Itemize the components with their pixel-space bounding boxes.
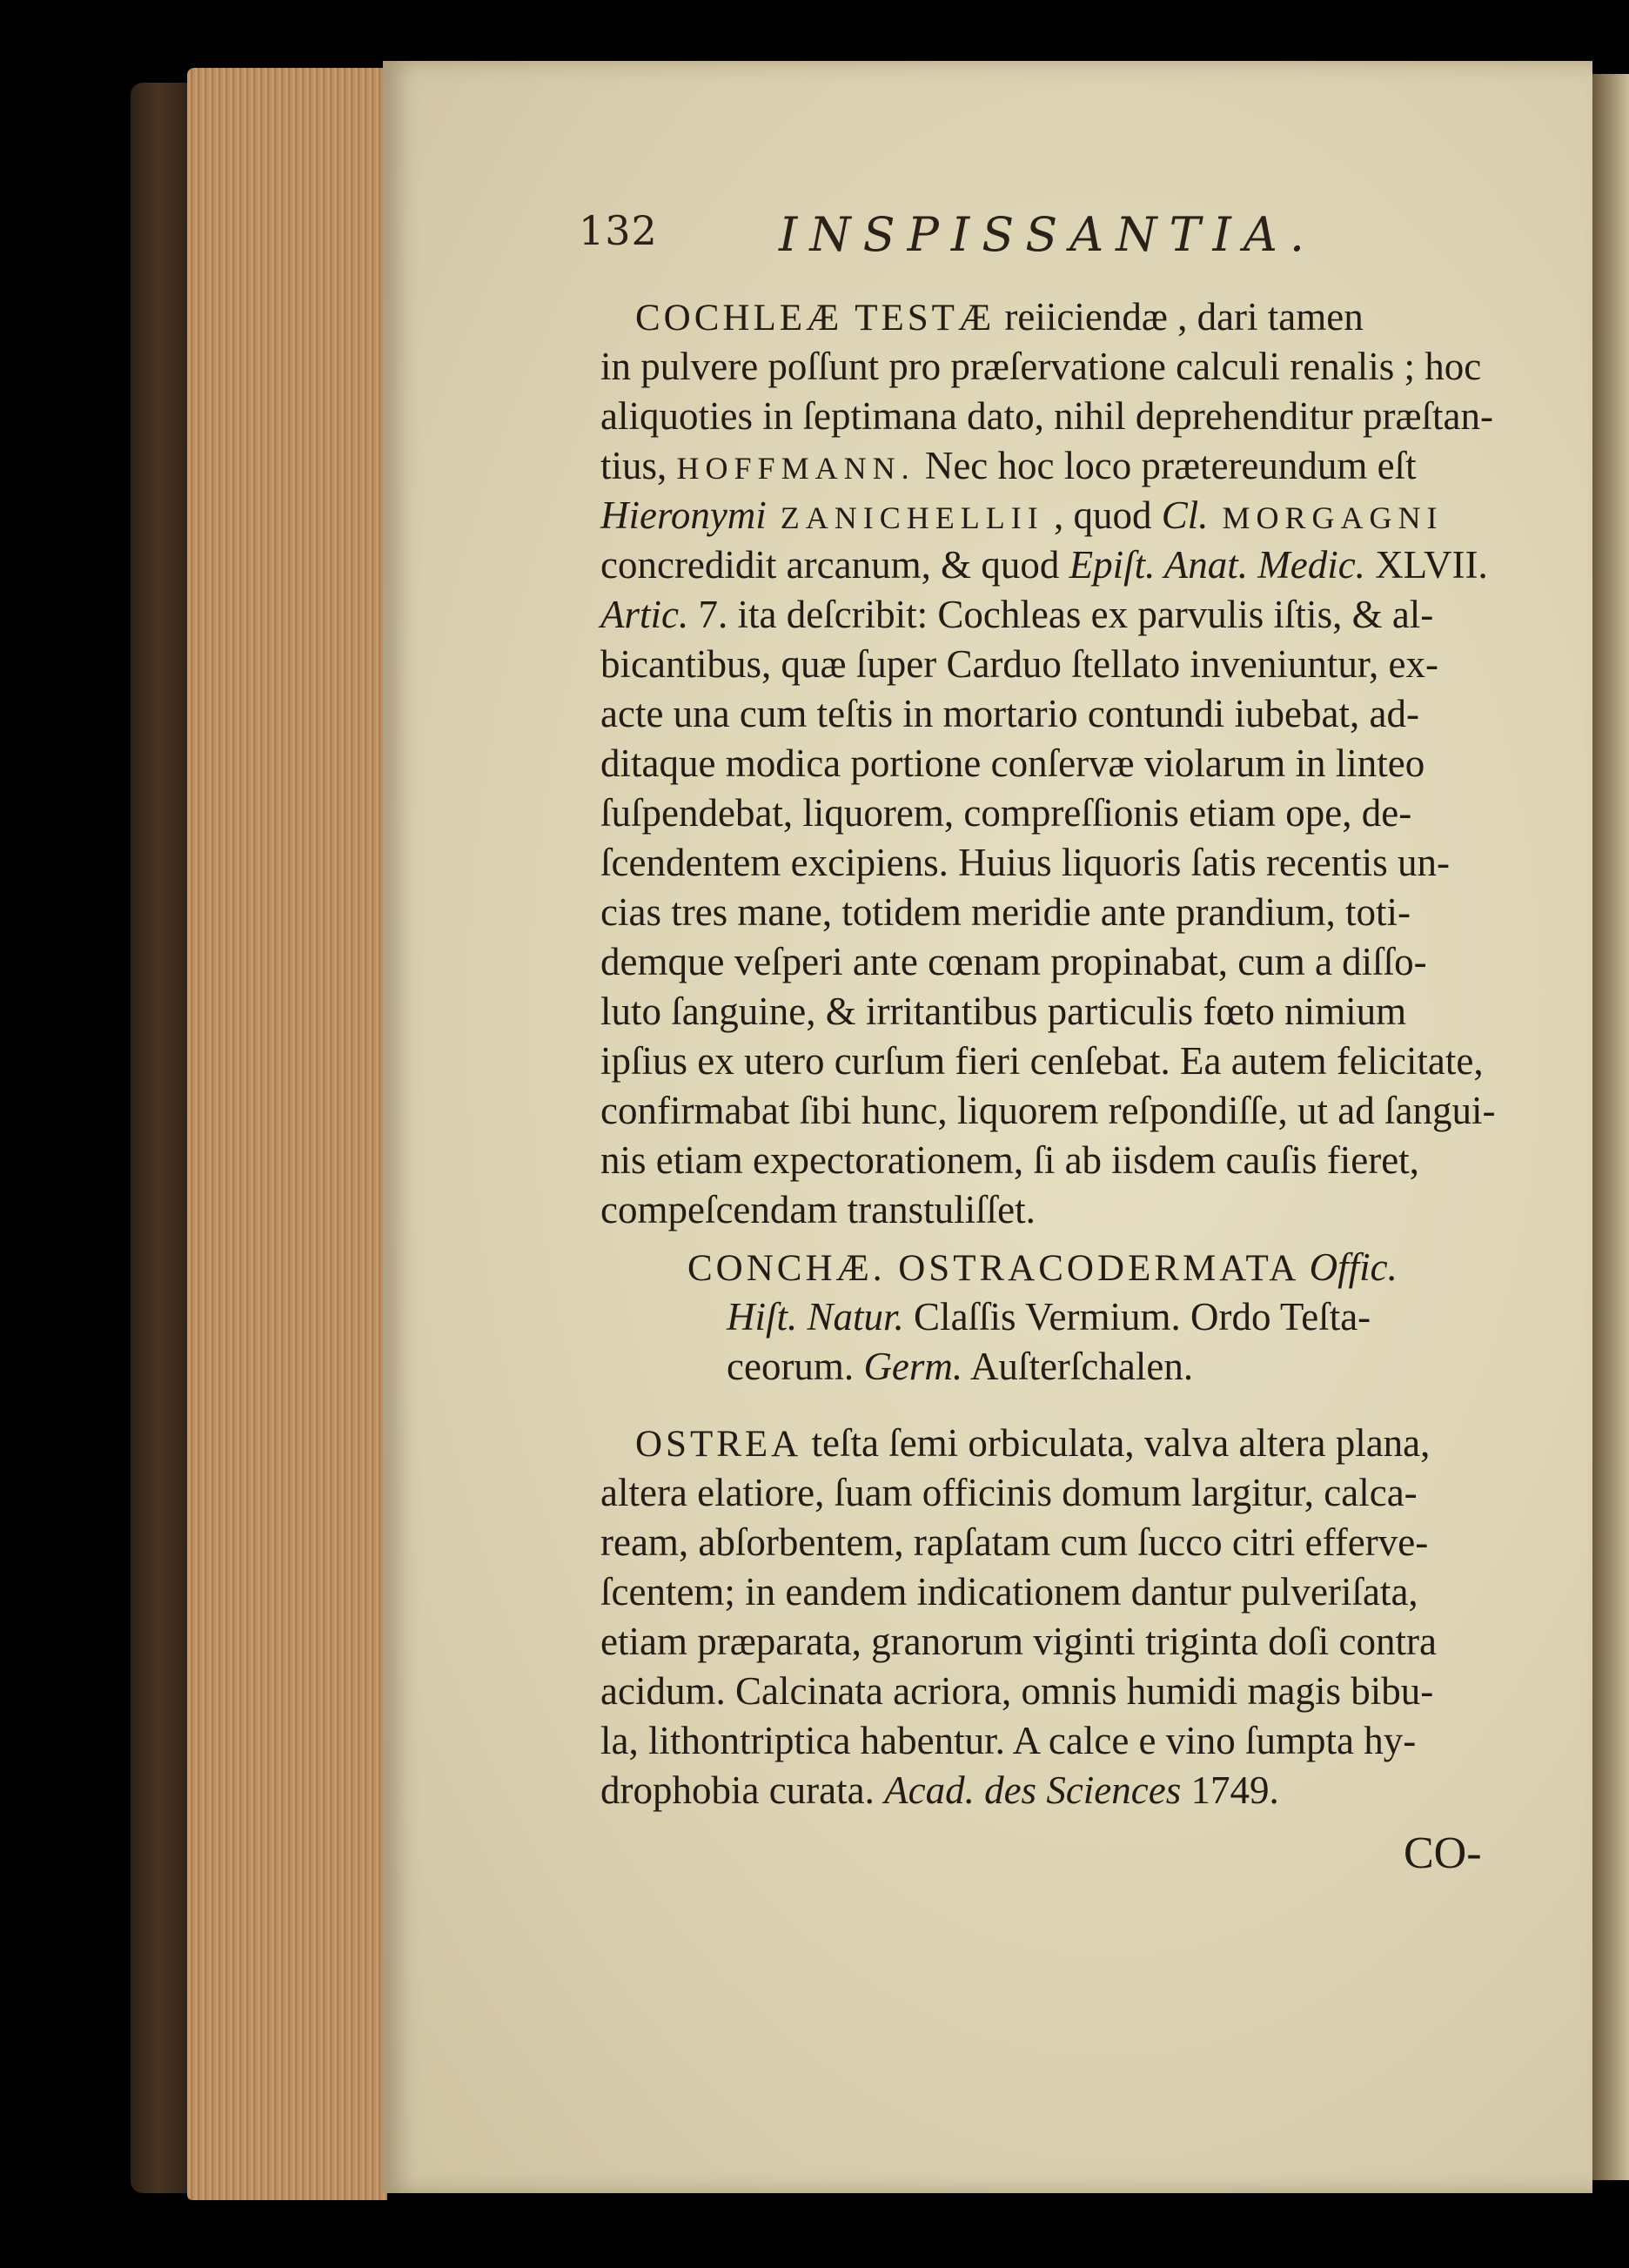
text-line: etiam præparata, granorum viginti triginta doſi contra bbox=[600, 1620, 1437, 1663]
text-line: ſcentem; in eandem indicationem dantur pulveriſata, bbox=[600, 1570, 1418, 1614]
text-line: acidum. Calcinata acriora, omnis humidi magis bibu- bbox=[600, 1669, 1434, 1713]
text-line: compeſcendam transtuliſſet. bbox=[600, 1188, 1036, 1231]
page-edges bbox=[187, 68, 387, 2200]
catchword: CO- bbox=[1404, 1828, 1482, 1878]
text-line: Artic. 7. ita deſcribit: Cochleas ex parvulis iſtis, & al- bbox=[600, 593, 1434, 636]
facing-page-edge bbox=[1592, 74, 1629, 2180]
text-line: demque veſperi ante cœnam propinabat, cum a diſſo- bbox=[600, 940, 1427, 983]
running-title: INSPISSANTIA. bbox=[779, 207, 1317, 262]
section-heading: CONCHÆ. OSTRACODERMATA Offic. bbox=[687, 1245, 1398, 1289]
text-line: tius, HOFFMANN. Nec hoc loco prætereundum eſt bbox=[600, 444, 1417, 487]
text-line: altera elatiore, ſuam officinis domum largitur, calca- bbox=[600, 1471, 1418, 1514]
section-heading: ceorum. Germ. Auſterſchalen. bbox=[727, 1345, 1194, 1388]
text-line: ſcendentem excipiens. Huius liquoris ſatis recentis un- bbox=[600, 841, 1451, 884]
text-line: drophobia curata. Acad. des Sciences 1749. bbox=[600, 1768, 1279, 1812]
text-line: la, lithontriptica habentur. A calce e vino ſumpta hy- bbox=[600, 1719, 1417, 1762]
text-line: luto ſanguine, & irritantibus particulis fœto nimium bbox=[600, 990, 1407, 1033]
text-line: nis etiam expectorationem, ſi ab iisdem cauſis fieret, bbox=[600, 1138, 1419, 1182]
text-line: COCHLEÆ TESTÆ reiiciendæ , dari tamen bbox=[635, 295, 1364, 339]
text-line: ipſius ex utero curſum fieri cenſebat. Ea autem felicitate, bbox=[600, 1039, 1484, 1083]
page-number: 132 bbox=[579, 207, 658, 254]
text-line: acte una cum teſtis in mortario contundi iubebat, ad- bbox=[600, 692, 1419, 735]
text-line: OSTREA teſta ſemi orbiculata, valva altera plana, bbox=[635, 1421, 1431, 1465]
text-line: aliquoties in ſeptimana dato, nihil deprehenditur præſtan- bbox=[600, 394, 1493, 438]
text-line: bicantibus, quæ ſuper Carduo ſtellato inveniuntur, ex- bbox=[600, 642, 1438, 686]
text-line: ditaque modica portione conſervæ violarum in linteo bbox=[600, 741, 1425, 785]
text-line: confirmabat ſibi hunc, liquorem reſpondiſſe, ut ad ſangui- bbox=[600, 1089, 1496, 1132]
text-line: in pulvere poſſunt pro præſervatione calculi renalis ; hoc bbox=[600, 345, 1482, 388]
section-heading: Hiſt. Natur. Claſſis Vermium. Ordo Teſta- bbox=[727, 1295, 1371, 1339]
text-line: ſuſpendebat, liquorem, compreſſionis etiam ope, de- bbox=[600, 791, 1412, 835]
text-line: ream, abſorbentem, rapſatam cum ſucco citri efferve- bbox=[600, 1520, 1429, 1564]
text-line: Hieronymi ZANICHELLII , quod Cl. MORGAGNI bbox=[600, 493, 1444, 537]
text-line: cias tres mane, totidem meridie ante prandium, toti- bbox=[600, 890, 1411, 934]
text-line: concredidit arcanum, & quod Epiſt. Anat. Medic. XLVII. bbox=[600, 543, 1488, 587]
